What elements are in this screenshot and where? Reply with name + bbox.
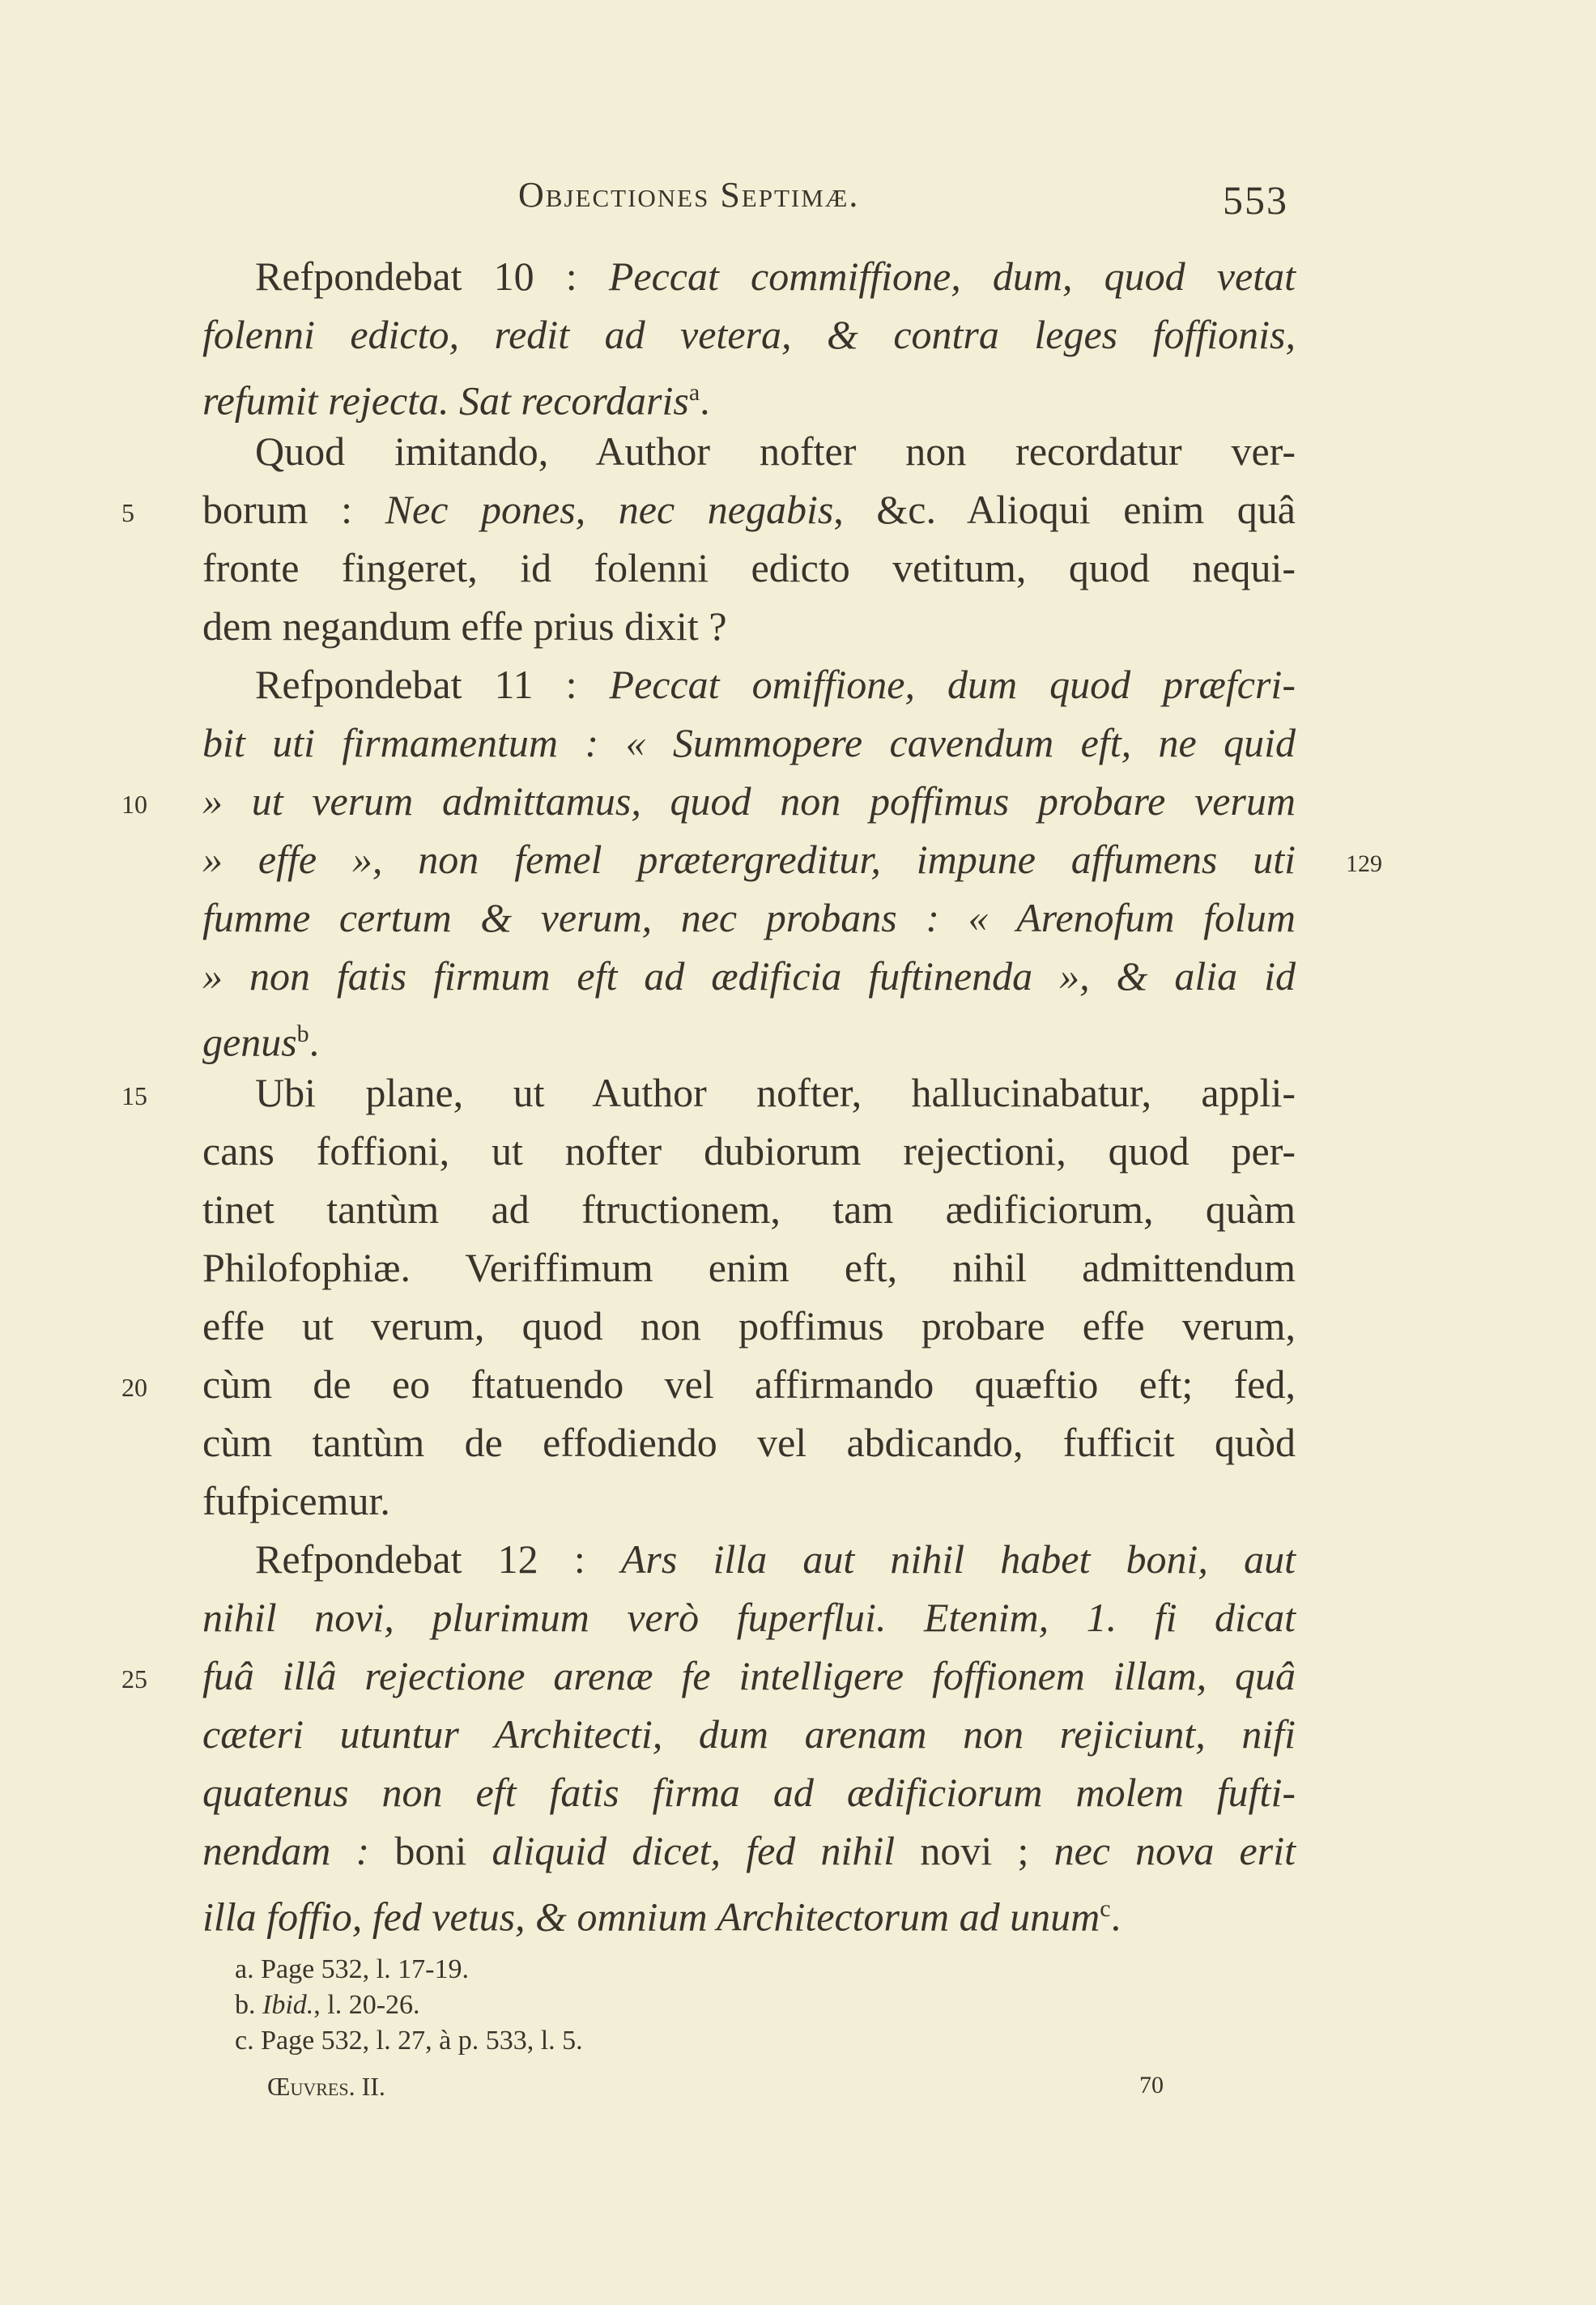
text-line — [202, 1413, 1296, 1472]
text-line — [202, 480, 1296, 539]
text-line — [255, 422, 1296, 480]
text-segment: cæteri utuntur Architecti, dum arenam non rejiciunt, nifi — [202, 1711, 1296, 1757]
text-segment: . — [700, 377, 710, 424]
text-segment: b. — [235, 1990, 262, 2020]
text-segment: cùm tantùm de effodiendo vel abdicando, fufficit quòd — [202, 1420, 1296, 1465]
text-segment: . — [1110, 1894, 1121, 1940]
text-segment: novi ; — [920, 1828, 1054, 1873]
text-segment: Refpondebat 10 : — [255, 254, 609, 299]
text-segment: Ibid. — [262, 1990, 314, 2020]
text-line — [202, 1763, 1296, 1821]
text-segment: effe ut verum, quod non poffimus probare effe verum, — [202, 1303, 1296, 1348]
text-line — [202, 1821, 1296, 1880]
text-segment: Peccat omiffione, dum quod præfcri- — [609, 662, 1296, 707]
text-line — [202, 1005, 1296, 1072]
text-segment: a. Page 532, l. 17-19. — [235, 1954, 469, 1984]
text-segment: bit uti firmamentum : « Summopere cavendum eft, ne quid — [202, 720, 1296, 765]
text-segment: Ubi plane, ut Author nofter, hallucinabatur, appli- — [255, 1070, 1296, 1115]
text-line — [255, 1530, 1296, 1588]
text-line — [202, 597, 1296, 655]
text-segment: illa foffio, fed vetus, & omnium Architectorum ad unum — [202, 1894, 1100, 1940]
text-segment: fumme certum & verum, nec probans : « Arenofum folum — [202, 895, 1296, 940]
footer-sheet-number: 70 — [1139, 2072, 1164, 2098]
text-line — [255, 247, 1296, 305]
text-segment: Nec pones, nec negabis — [385, 487, 834, 532]
text-segment: aliquid dicet, fed nihil — [492, 1828, 921, 1873]
text-line — [202, 1180, 1296, 1238]
text-line — [202, 947, 1296, 1005]
text-line — [202, 1705, 1296, 1763]
text-line — [202, 1588, 1296, 1647]
footnote-marker: b — [296, 1020, 309, 1047]
text-segment: c. Page 532, l. 27, à p. 533, l. 5. — [235, 2026, 583, 2056]
line-number: 20 — [121, 1373, 147, 1402]
text-line — [202, 1297, 1296, 1355]
text-segment: quatenus non eft fatis firma ad ædificiorum molem fufti- — [202, 1770, 1296, 1815]
text-segment: cùm de eo ftatuendo vel affirmando quæftio eft; fed, — [202, 1361, 1296, 1407]
text-segment: . — [309, 1019, 320, 1065]
text-segment: borum : — [202, 487, 385, 532]
text-segment: fronte fingeret, id folenni edicto vetitum, quod nequi- — [202, 545, 1296, 590]
text-line — [202, 305, 1296, 364]
text-segment: , &c. Alioqui enim quâ — [833, 487, 1296, 532]
footnote — [235, 2023, 583, 2059]
text-segment: genus — [202, 1019, 297, 1065]
text-segment: » effe », non femel prætergreditur, impune affumens uti — [202, 837, 1296, 882]
text-segment: boni — [394, 1828, 492, 1873]
text-segment: dem negandum effe prius dixit ? — [202, 603, 727, 649]
footnote — [235, 1988, 420, 2023]
text-segment: » ut verum admittamus, quod non poffimus probare verum — [202, 778, 1296, 824]
text-line — [202, 1880, 1296, 1946]
footnote-marker: c — [1100, 1895, 1111, 1922]
text-line — [202, 888, 1296, 947]
line-number: 5 — [121, 498, 134, 527]
line-number: 25 — [121, 1664, 147, 1694]
line-number: 10 — [121, 790, 147, 819]
line-number: 15 — [121, 1081, 147, 1110]
text-segment: nihil novi, plurimum verò fuperflui. Etenim, 1. fi dicat — [202, 1595, 1296, 1640]
text-segment: Refpondebat 12 : — [255, 1536, 621, 1582]
text-line — [202, 539, 1296, 597]
text-line — [202, 1472, 1296, 1530]
text-line — [202, 364, 1296, 430]
text-segment: , l. 20-26. — [313, 1990, 420, 2020]
text-segment: folenni edicto, redit ad vetera, & contra leges foffionis, — [202, 312, 1296, 357]
text-segment: Refpondebat 11 : — [255, 662, 610, 707]
text-segment: » non fatis firmum eft ad ædificia fuftinenda », & alia id — [202, 953, 1296, 999]
text-segment: Peccat commiffione, dum, quod vetat — [608, 254, 1296, 299]
text-line — [255, 655, 1296, 714]
text-segment: Philofophiæ. Veriffimum enim eft, nihil admittendum — [202, 1245, 1296, 1290]
text-segment: Quod imitando, Author nofter non recordatur ver- — [255, 428, 1296, 474]
text-segment: refumit rejecta. Sat recordaris — [202, 377, 689, 424]
footnote-marker: a — [688, 379, 700, 406]
text-segment: nendam : — [202, 1828, 395, 1873]
text-line — [202, 772, 1296, 830]
text-segment: nec nova erit — [1053, 1828, 1296, 1873]
text-line — [255, 1063, 1296, 1122]
text-segment: fufpicemur. — [202, 1478, 390, 1523]
text-segment: Ars illa aut nihil habet boni, aut — [620, 1536, 1296, 1582]
text-line — [202, 1647, 1296, 1705]
text-line — [202, 1355, 1296, 1413]
text-line — [202, 714, 1296, 772]
text-segment: fuâ illâ rejectione arenæ fe intelligere foffionem illam, quâ — [202, 1653, 1296, 1698]
text-segment: tinet tantùm ad ftructionem, tam ædificiorum, quàm — [202, 1187, 1296, 1232]
page-number: 553 — [1223, 177, 1288, 223]
text-line — [202, 1238, 1296, 1297]
footnote — [235, 1952, 469, 1988]
footer-signature: Œuvres. II. — [267, 2072, 385, 2101]
text-line — [202, 830, 1296, 888]
text-segment: cans foffioni, ut nofter dubiorum rejectioni, quod per- — [202, 1128, 1296, 1174]
running-head: Objectiones Septimæ. — [518, 175, 860, 215]
text-line — [202, 1122, 1296, 1180]
margin-reference: 129 — [1346, 850, 1382, 877]
